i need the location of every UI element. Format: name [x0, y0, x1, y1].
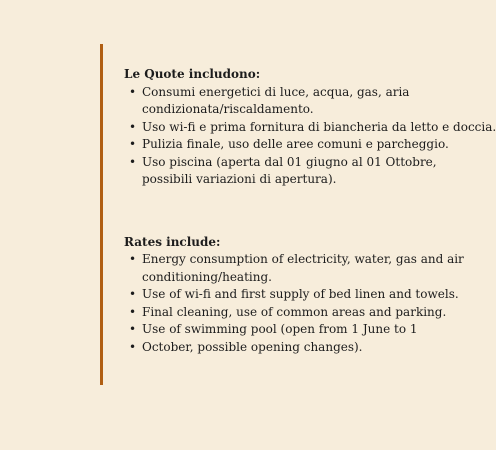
- list-item-pool-it: • Uso piscina (aperta dal 01 giugno al 01 Ottobre, possibili variazioni di apertura).: [124, 154, 472, 189]
- list-item-cleaning-it: • Pulizia finale, uso delle aree comuni e parcheggio.: [124, 136, 450, 154]
- list-item-pool-dates-en: • October, possible opening changes).: [124, 339, 450, 357]
- list-item-wifi-it: • Uso wi-fi e prima fornitura di biancheria da letto e doccia.: [124, 119, 450, 137]
- list-item-energy-it: • Consumi energetici di luce, acqua, gas, aria condizionata/riscaldamento.: [124, 84, 472, 119]
- english-list: [124, 251, 464, 356]
- rates-content: [124, 66, 496, 356]
- list-item-pool-en: • Use of swimming pool (open from 1 June to 1: [124, 321, 450, 339]
- accent-bar: [100, 44, 103, 385]
- list-item-cleaning-en: • Final cleaning, use of common areas and parking.: [124, 304, 450, 322]
- english-title: Rates include:: [124, 234, 221, 249]
- english-section: [124, 234, 464, 357]
- italian-title: Le Quote includono:: [124, 67, 261, 81]
- italian-section: [124, 66, 496, 189]
- list-item-wifi-en: • Use of wi-fi and first supply of bed linen and towels.: [124, 286, 450, 304]
- list-item-energy-en: • Energy consumption of electricity, water, gas and air conditioning/heating.: [124, 251, 472, 286]
- italian-list: [124, 84, 496, 189]
